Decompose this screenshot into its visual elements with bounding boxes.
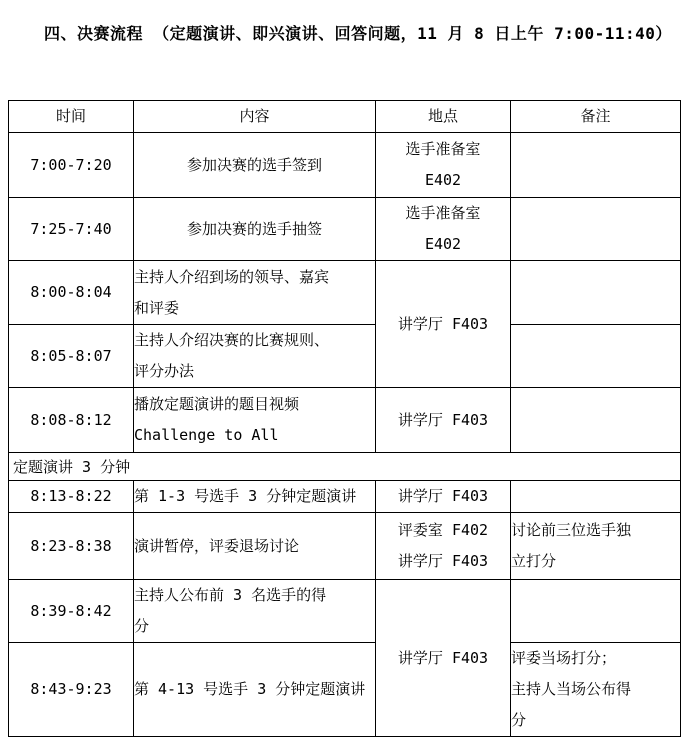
time-cell: 8:00-8:04	[9, 261, 134, 325]
document-title: 四、决赛流程 （定题演讲、即兴演讲、回答问题，11 月 8 日上午 7:00-11:40）	[44, 24, 672, 43]
schedule-table	[8, 100, 681, 737]
place-cell: 讲学厅 F403	[376, 388, 511, 453]
note-cell: 讨论前三位选手独 立打分	[511, 513, 681, 580]
note-cell: 评委当场打分； 主持人当场公布得 分	[511, 643, 681, 737]
note-cell	[511, 388, 681, 453]
content-cell: 播放定题演讲的题目视频 Challenge to All	[134, 388, 376, 453]
note-cell	[511, 580, 681, 643]
content-cell: 参加决赛的选手签到	[134, 133, 376, 198]
table-row	[9, 580, 681, 643]
content-cell: 第 4-13 号选手 3 分钟定题演讲	[134, 643, 376, 737]
section-row-label: 定题演讲 3 分钟	[9, 453, 681, 481]
time-cell: 8:43-9:23	[9, 643, 134, 737]
content-cell: 演讲暂停，评委退场讨论	[134, 513, 376, 580]
time-cell: 8:23-8:38	[9, 513, 134, 580]
time-cell: 8:13-8:22	[9, 481, 134, 513]
col-header-note: 备注	[511, 101, 681, 133]
table-row	[9, 388, 681, 453]
note-cell	[511, 133, 681, 198]
note-cell	[511, 261, 681, 325]
table-row	[9, 481, 681, 513]
col-header-place: 地点	[376, 101, 511, 133]
col-header-content: 内容	[134, 101, 376, 133]
table-row	[9, 643, 681, 737]
time-cell: 8:05-8:07	[9, 325, 134, 388]
section-row	[9, 453, 681, 481]
table-row	[9, 513, 681, 580]
place-cell: 选手准备室 E402	[376, 133, 511, 198]
content-cell: 第 1-3 号选手 3 分钟定题演讲	[134, 481, 376, 513]
time-cell: 8:08-8:12	[9, 388, 134, 453]
table-row	[9, 325, 681, 388]
place-cell-merged: 讲学厅 F403	[376, 580, 511, 737]
content-cell: 主持人介绍决赛的比赛规则、 评分办法	[134, 325, 376, 388]
note-cell	[511, 198, 681, 261]
time-cell: 8:39-8:42	[9, 580, 134, 643]
header-row	[9, 101, 681, 133]
time-cell: 7:25-7:40	[9, 198, 134, 261]
col-header-time: 时间	[9, 101, 134, 133]
table-row	[9, 198, 681, 261]
time-cell: 7:00-7:20	[9, 133, 134, 198]
place-cell-merged: 讲学厅 F403	[376, 261, 511, 388]
place-cell: 选手准备室 E402	[376, 198, 511, 261]
note-cell	[511, 325, 681, 388]
table-row	[9, 133, 681, 198]
content-cell: 参加决赛的选手抽签	[134, 198, 376, 261]
note-cell	[511, 481, 681, 513]
place-cell: 评委室 F402 讲学厅 F403	[376, 513, 511, 580]
place-cell: 讲学厅 F403	[376, 481, 511, 513]
content-cell: 主持人介绍到场的领导、嘉宾 和评委	[134, 261, 376, 325]
table-row	[9, 261, 681, 325]
content-cell: 主持人公布前 3 名选手的得 分	[134, 580, 376, 643]
